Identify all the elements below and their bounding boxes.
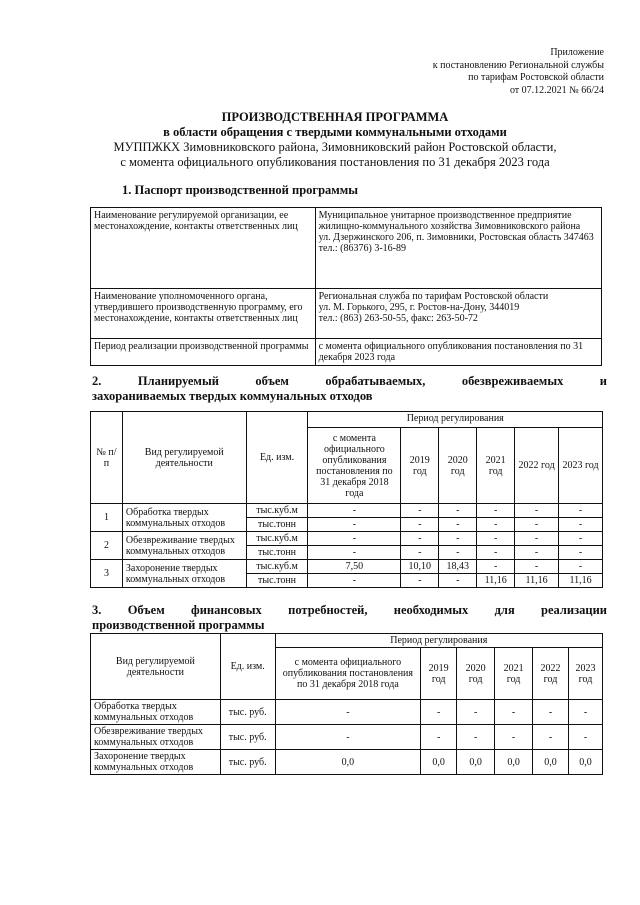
- value-line: тел.: (86376) 3-16-89: [318, 243, 406, 254]
- section-1-heading: 1. Паспорт производственной программы: [122, 183, 359, 197]
- cell-value: -: [439, 532, 477, 546]
- table-row: [91, 504, 603, 518]
- cell-value: 0,0: [533, 750, 569, 775]
- row-unit: тыс.тонн: [246, 574, 308, 588]
- row-unit: тыс.куб.м: [246, 560, 308, 574]
- header-since: с момента официального опубликования постановления по 31 декабря 2018 года: [275, 648, 421, 700]
- row-unit: тыс. руб.: [220, 725, 275, 750]
- passport-label: Наименование уполномоченного органа, утвердившего производственную программу, его местонахождение, контакты ответственных лиц: [91, 289, 316, 339]
- appendix-line: к постановлению Региональной службы: [432, 59, 604, 71]
- row-num: 3: [91, 560, 123, 588]
- table-row: [91, 750, 603, 775]
- header-year: 2019 год: [421, 648, 457, 700]
- value-line: ул. М. Горького, 295, г. Ростов-на-Дону, 344019: [318, 302, 520, 313]
- passport-label: Наименование регулируемой организации, ее местонахождение, контакты ответственных лиц: [91, 208, 316, 289]
- row-num: 2: [91, 532, 123, 560]
- table-row: [91, 560, 603, 574]
- heading-line: 3. Объем финансовых потребностей, необходимых для реализации: [92, 603, 607, 617]
- cell-value: -: [457, 725, 495, 750]
- header-year: 2020 год: [457, 648, 495, 700]
- cell-value: -: [477, 532, 515, 546]
- passport-row: [91, 208, 602, 289]
- header-activity: Вид регулируемой деятельности: [91, 634, 221, 700]
- header-year: 2023 год: [559, 428, 603, 504]
- table-row: [91, 532, 603, 546]
- cell-value: -: [568, 725, 602, 750]
- heading-line: 2. Планируемый объем обрабатываемых, обезвреживаемых и: [92, 374, 607, 388]
- header-period: Период регулирования: [275, 634, 602, 648]
- cell-value: -: [421, 725, 457, 750]
- cell-value: -: [439, 504, 477, 518]
- title-line: с момента официального опубликования постановления по 31 декабря 2023 года: [120, 155, 550, 169]
- value-line: с момента официального опубликования постановления по 31 декабря 2023 года: [318, 341, 584, 363]
- cell-value: 11,16: [477, 574, 515, 588]
- cell-value: -: [515, 546, 559, 560]
- cell-value: 11,16: [515, 574, 559, 588]
- value-line: тел.: (863) 263-50-55, факс: 263-50-72: [318, 313, 478, 324]
- cell-value: -: [308, 546, 401, 560]
- row-unit: тыс.тонн: [246, 546, 308, 560]
- row-unit: тыс. руб.: [220, 700, 275, 725]
- row-activity: Обезвреживание твердых коммунальных отходов: [122, 532, 246, 560]
- cell-value: -: [401, 518, 439, 532]
- value-line: Муниципальное унитарное производственное предприятие жилищно-коммунального хозяйства Зимовниковского района: [318, 210, 581, 232]
- cell-value: -: [559, 504, 603, 518]
- header-unit: Ед. изм.: [220, 634, 275, 700]
- passport-value: [315, 289, 601, 339]
- row-unit: тыс.куб.м: [246, 504, 308, 518]
- cell-value: -: [477, 560, 515, 574]
- cell-value: -: [421, 700, 457, 725]
- heading-line: производственной программы: [92, 618, 265, 632]
- cell-value: 0,0: [457, 750, 495, 775]
- header-unit: Ед. изм.: [246, 412, 308, 504]
- value-line: ул. Дзержинского 206, п. Зимовники, Ростовская область 347463: [318, 232, 594, 243]
- finance-table: [90, 633, 603, 775]
- cell-value: -: [308, 532, 401, 546]
- row-unit: тыс.куб.м: [246, 532, 308, 546]
- cell-value: -: [275, 700, 421, 725]
- header-activity: Вид регулируемой деятельности: [122, 412, 246, 504]
- heading-line: захораниваемых твердых коммунальных отходов: [92, 389, 373, 403]
- section-2-heading: [92, 374, 607, 404]
- header-year: 2023 год: [568, 648, 602, 700]
- passport-row: [91, 289, 602, 339]
- volume-table: [90, 411, 603, 588]
- title-line: ПРОИЗВОДСТВЕННАЯ ПРОГРАММА: [221, 110, 449, 124]
- value-line: Региональная служба по тарифам Ростовской области: [318, 291, 549, 302]
- row-unit: тыс. руб.: [220, 750, 275, 775]
- cell-value: -: [308, 574, 401, 588]
- cell-value: -: [439, 518, 477, 532]
- cell-value: -: [401, 574, 439, 588]
- row-unit: тыс.тонн: [246, 518, 308, 532]
- cell-value: 18,43: [439, 560, 477, 574]
- cell-value: -: [559, 532, 603, 546]
- cell-value: -: [515, 560, 559, 574]
- passport-label: Период реализации производственной программы: [91, 339, 316, 366]
- table-row: [91, 700, 603, 725]
- cell-value: -: [515, 518, 559, 532]
- title-line: МУППЖКХ Зимовниковского района, Зимовниковский район Ростовской области,: [113, 140, 557, 154]
- cell-value: -: [559, 546, 603, 560]
- cell-value: -: [477, 504, 515, 518]
- cell-value: -: [308, 518, 401, 532]
- document-title: [60, 110, 610, 170]
- cell-value: -: [495, 700, 533, 725]
- header-year: 2021 год: [477, 428, 515, 504]
- cell-value: -: [477, 518, 515, 532]
- section-3-heading: [92, 603, 607, 633]
- cell-value: -: [495, 725, 533, 750]
- cell-value: -: [401, 532, 439, 546]
- cell-value: -: [515, 532, 559, 546]
- cell-value: -: [533, 700, 569, 725]
- cell-value: -: [401, 546, 439, 560]
- header-since: с момента официального опубликования постановления по 31 декабря 2018 года: [308, 428, 401, 504]
- cell-value: -: [439, 546, 477, 560]
- header-year: 2019 год: [401, 428, 439, 504]
- row-activity: Обработка твердых коммунальных отходов: [122, 504, 246, 532]
- header-num: № п/п: [91, 412, 123, 504]
- header-year: 2022 год: [515, 428, 559, 504]
- table-row: [91, 725, 603, 750]
- cell-value: -: [559, 518, 603, 532]
- cell-value: 10,10: [401, 560, 439, 574]
- passport-value: [315, 339, 601, 366]
- cell-value: -: [457, 700, 495, 725]
- row-activity: Захоронение твердых коммунальных отходов: [91, 750, 221, 775]
- cell-value: 0,0: [568, 750, 602, 775]
- cell-value: -: [515, 504, 559, 518]
- passport-row: [91, 339, 602, 366]
- cell-value: -: [533, 725, 569, 750]
- cell-value: -: [477, 546, 515, 560]
- passport-table: [90, 207, 602, 366]
- appendix-note: [433, 47, 604, 97]
- row-num: 1: [91, 504, 123, 532]
- appendix-line: по тарифам Ростовской области: [468, 72, 604, 83]
- cell-value: -: [568, 700, 602, 725]
- row-activity: Обработка твердых коммунальных отходов: [91, 700, 221, 725]
- cell-value: 0,0: [495, 750, 533, 775]
- header-year: 2022 год: [533, 648, 569, 700]
- cell-value: 0,0: [421, 750, 457, 775]
- appendix-line: от 07.12.2021 № 66/24: [509, 84, 604, 96]
- cell-value: 0,0: [275, 750, 421, 775]
- cell-value: -: [559, 560, 603, 574]
- row-activity: Обезвреживание твердых коммунальных отходов: [91, 725, 221, 750]
- title-line: в области обращения с твердыми коммунальными отходами: [163, 125, 507, 139]
- cell-value: 11,16: [559, 574, 603, 588]
- passport-value: [315, 208, 601, 289]
- header-year: 2021 год: [495, 648, 533, 700]
- cell-value: -: [401, 504, 439, 518]
- cell-value: 7,50: [308, 560, 401, 574]
- cell-value: -: [275, 725, 421, 750]
- header-year: 2020 год: [439, 428, 477, 504]
- cell-value: -: [439, 574, 477, 588]
- appendix-line: Приложение: [550, 47, 604, 58]
- header-period: Период регулирования: [308, 412, 603, 428]
- cell-value: -: [308, 504, 401, 518]
- row-activity: Захоронение твердых коммунальных отходов: [122, 560, 246, 588]
